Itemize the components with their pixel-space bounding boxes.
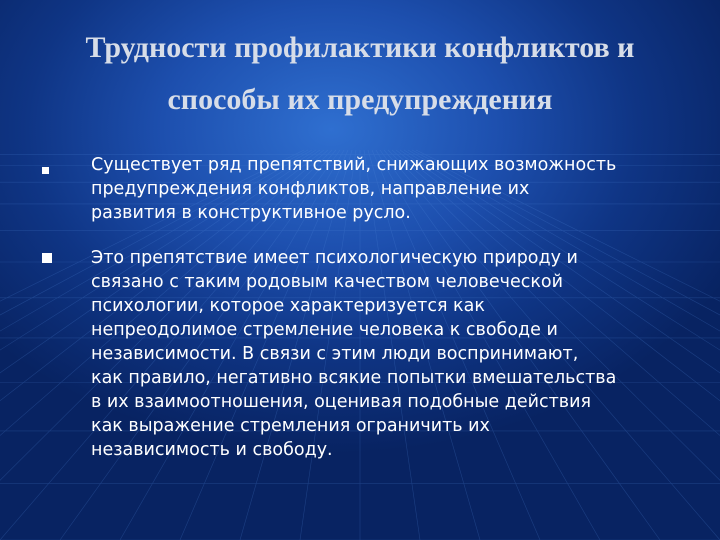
- slide-title: Трудности профилактики конфликтов и способы их предупреждения: [85, 31, 635, 116]
- bullet-text: Существует ряд препятствий, снижающих возможность предупреждения конфликтов, направление их развития в конструктивное русло.: [91, 155, 617, 223]
- square-bullet-icon: [42, 167, 49, 174]
- square-bullet-icon: [42, 253, 52, 263]
- bullet-text: Это препятствие имеет психологическую природу и связано с таким родовым качеством человеческой психологии, которое характеризуется как непреодолимое стремление человека к свободе и независимости. В связи с этим люди воспринимают, как правило, негативно всякие попытки вмешательства в их взаимоотношения, оценивая подобные действия как выражение стремления ограничить их независимость и свободу.: [91, 248, 617, 460]
